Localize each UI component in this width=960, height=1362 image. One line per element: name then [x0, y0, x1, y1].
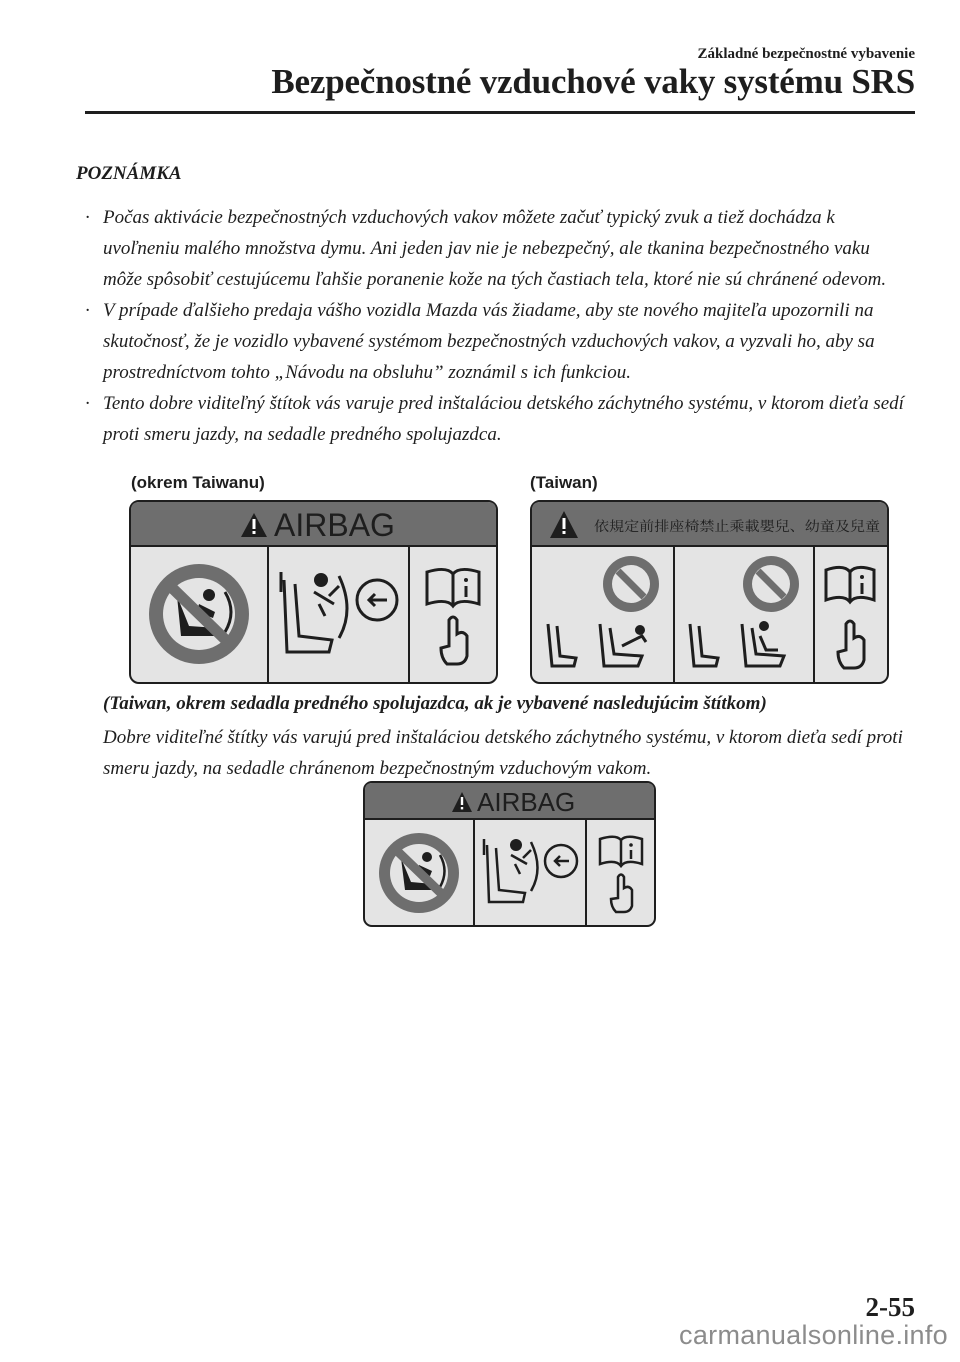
note-item-text: Tento dobre viditeľný štítok vás varuje pred inštaláciou detského záchytného systému, v ktorom dieťa sedí proti smeru jazdy, na sedadle predného spolujazdca.: [103, 393, 904, 445]
airbag-label-small: [363, 781, 656, 927]
note-item-text: V prípade ďalšieho predaja vášho vozidla Mazda vás žiadame, aby ste nového majiteľa upozornili na skutočnosť, že je vozidlo vybavené systémom bezpečnostných vzduchových vakov, a vyzvali ho, aby sa prostredníctvom tohto „Návodu na obsluhu” zoznámil s ich funkciou.: [103, 300, 875, 383]
prohibition-icon: [603, 556, 659, 612]
note-list: [82, 202, 912, 450]
page-number: 2-55: [865, 1292, 915, 1322]
taiwan-note-body: Dobre viditeľné štítky vás varujú pred inštaláciou detského záchytného systému, v ktorom dieťa sedí proti smeru jazdy, na sedadle chránenom bezpečnostným vzduchovým vakom.: [103, 727, 903, 779]
note-item-1: [82, 202, 912, 295]
note-item-3: [82, 388, 912, 450]
bullet: ·: [85, 300, 90, 321]
taiwan-note-heading: (Taiwan, okrem sedadla predného spolujazdca, ak je vybavené nasledujúcim štítkom): [103, 693, 767, 714]
note-heading: POZNÁMKA: [76, 163, 182, 184]
watermark: carmanualsonline.info: [679, 1320, 948, 1350]
prohibition-icon: [743, 556, 799, 612]
page-title: Bezpečnostné vzduchové vaky systému SRS: [271, 62, 915, 101]
section-title: Základné bezpečnostné vybavenie: [697, 46, 915, 62]
airbag-label-intl: [129, 500, 498, 684]
airbag-label-taiwan: [530, 500, 889, 684]
taiwan-warning-text: 依規定前排座椅禁止乘載嬰兒、幼童及兒童: [594, 519, 851, 535]
bullet: ·: [85, 393, 90, 414]
prohibited-child-seat-icon: [149, 564, 249, 664]
airbag-banner-text: AIRBAG: [477, 787, 576, 817]
note-item-2: [82, 295, 912, 388]
caption-taiwan: (Taiwan): [530, 473, 598, 492]
note-item-text: Počas aktivácie bezpečnostných vzduchových vakov môžete začuť typický zvuk a tiež dochádza k uvoľneniu malého množstva dymu. Ani jeden jav nie je nebezpečný, ale tkanina bezpečnostného vaku môže spôsobiť cestujúcemu ľahšie poranenie kože na tých častiach tela, ktoré nie sú chránené odevom.: [103, 207, 887, 290]
bullet: ·: [85, 207, 90, 228]
prohibited-child-seat-icon: [379, 833, 459, 913]
airbag-banner-text: AIRBAG: [274, 507, 395, 543]
header-rule: [85, 111, 915, 114]
caption-intl: (okrem Taiwanu): [131, 473, 265, 492]
